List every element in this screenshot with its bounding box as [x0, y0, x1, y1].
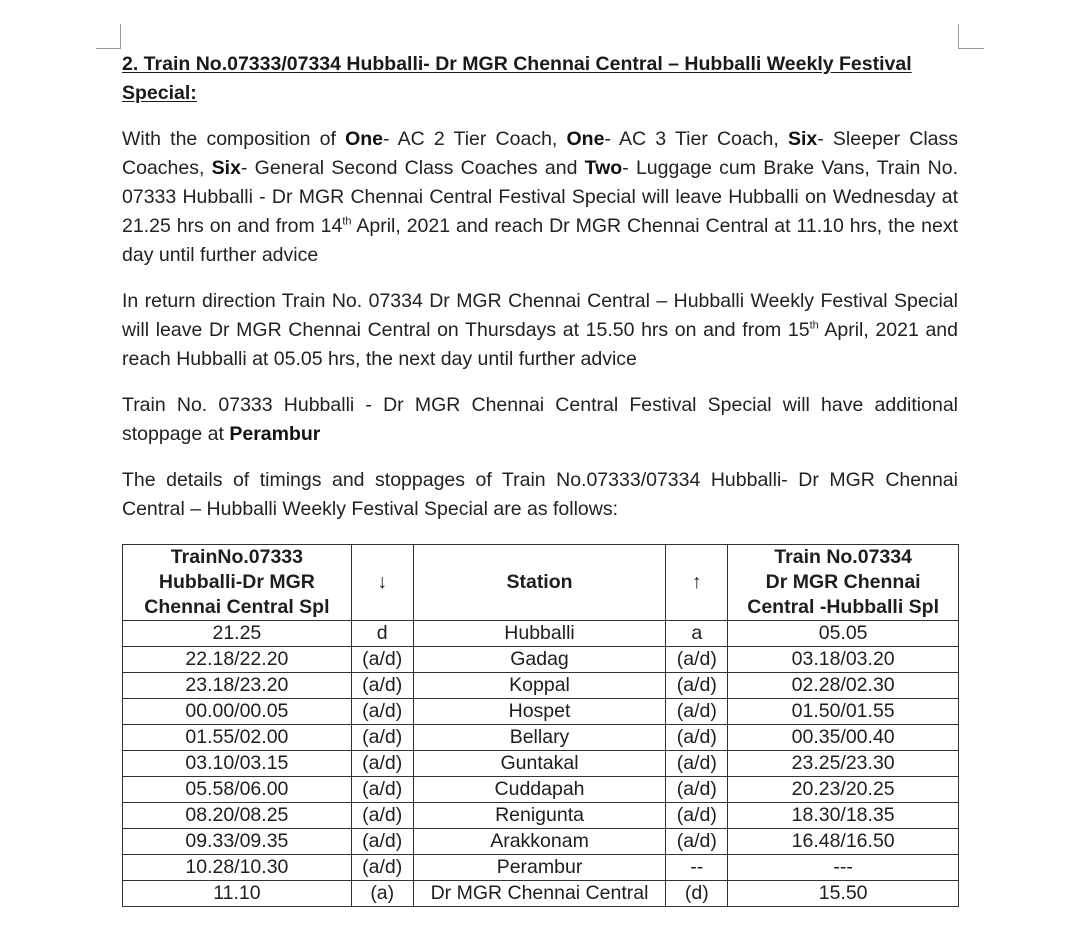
up-arr-dep: (a/d) — [666, 647, 728, 673]
down-time: 23.18/23.20 — [123, 673, 352, 699]
down-arr-dep: (a/d) — [351, 673, 413, 699]
down-arr-dep: (a/d) — [351, 725, 413, 751]
station-name: Arakkonam — [413, 829, 666, 855]
up-arr-dep: (d) — [666, 881, 728, 907]
up-time: 18.30/18.35 — [728, 803, 959, 829]
up-arr-dep: (a/d) — [666, 829, 728, 855]
up-time: 05.05 — [728, 621, 959, 647]
header-train-07333: TrainNo.07333 Hubballi-Dr MGR Chennai Central Spl — [123, 545, 352, 621]
down-arr-dep: (a/d) — [351, 855, 413, 881]
down-arr-dep: (a) — [351, 881, 413, 907]
table-row — [123, 673, 959, 699]
down-arr-dep: (a/d) — [351, 803, 413, 829]
header-train-07334: Train No.07334 Dr MGR Chennai Central -Hubballi Spl — [728, 545, 959, 621]
down-time: 01.55/02.00 — [123, 725, 352, 751]
down-time: 03.10/03.15 — [123, 751, 352, 777]
down-arr-dep: (a/d) — [351, 699, 413, 725]
up-arr-dep: (a/d) — [666, 751, 728, 777]
page-corner-mark — [96, 48, 121, 49]
up-arr-dep: a — [666, 621, 728, 647]
station-name: Renigunta — [413, 803, 666, 829]
down-time: 10.28/10.30 — [123, 855, 352, 881]
up-time: 03.18/03.20 — [728, 647, 959, 673]
up-arr-dep: (a/d) — [666, 725, 728, 751]
down-time: 09.33/09.35 — [123, 829, 352, 855]
down-arrow-icon: ↓ — [351, 545, 413, 621]
station-name: Guntakal — [413, 751, 666, 777]
timings-table — [122, 544, 959, 907]
page-corner-mark — [120, 24, 121, 49]
up-time: 02.28/02.30 — [728, 673, 959, 699]
station-name: Perambur — [413, 855, 666, 881]
return-direction-paragraph: In return direction Train No. 07334 Dr MGR Chennai Central – Hubballi Weekly Festival Special will leave Dr MGR Chennai Central on Thursdays at 15.50 hrs on and from 15th April, 2021 and reach Hubballi at 05.05 hrs, the next day until further advice — [122, 290, 958, 370]
composition-paragraph: With the composition of One- AC 2 Tier Coach, One- AC 3 Tier Coach, Six- Sleeper Class Coaches, Six- General Second Class Coaches and Two- Luggage cum Brake Vans, Train No. 07333 Hubballi - Dr MGR Chennai Central Festival Special will leave Hubballi on Wednesday at 21.25 hrs on and from 14th April, 2021 and reach Dr MGR Chennai Central at 11.10 hrs, the next day until further advice — [122, 128, 959, 266]
table-row — [123, 803, 959, 829]
up-time: 01.50/01.55 — [728, 699, 959, 725]
up-time: 15.50 — [728, 881, 959, 907]
up-arr-dep: (a/d) — [666, 673, 728, 699]
up-time: 00.35/00.40 — [728, 725, 959, 751]
table-row — [123, 829, 959, 855]
header-station: Station — [413, 545, 666, 621]
page-corner-mark — [958, 24, 959, 49]
station-name: Dr MGR Chennai Central — [413, 881, 666, 907]
up-time: 20.23/20.25 — [728, 777, 959, 803]
table-row — [123, 751, 959, 777]
station-name: Cuddapah — [413, 777, 666, 803]
down-time: 21.25 — [123, 621, 352, 647]
timings-intro-paragraph: The details of timings and stoppages of Train No.07333/07334 Hubballi- Dr MGR Chennai Central – Hubballi Weekly Festival Special are as follows: — [122, 469, 958, 520]
station-name: Hubballi — [413, 621, 666, 647]
station-name: Koppal — [413, 673, 666, 699]
table-row — [123, 855, 959, 881]
station-name: Hospet — [413, 699, 666, 725]
table-row — [123, 699, 959, 725]
table-row — [123, 881, 959, 907]
up-arr-dep: (a/d) — [666, 699, 728, 725]
station-name: Bellary — [413, 725, 666, 751]
table-row — [123, 621, 959, 647]
up-arr-dep: (a/d) — [666, 803, 728, 829]
table-row — [123, 647, 959, 673]
section-heading: 2. Train No.07333/07334 Hubballi- Dr MGR Chennai Central – Hubballi Weekly Festival Special: — [122, 53, 912, 104]
up-time: --- — [728, 855, 959, 881]
down-time: 11.10 — [123, 881, 352, 907]
down-arr-dep: (a/d) — [351, 647, 413, 673]
table-row — [123, 725, 959, 751]
up-time: 16.48/16.50 — [728, 829, 959, 855]
down-arr-dep: (a/d) — [351, 829, 413, 855]
up-arr-dep: (a/d) — [666, 777, 728, 803]
up-arrow-icon: ↑ — [666, 545, 728, 621]
table-header-row — [123, 545, 959, 621]
down-time: 00.00/00.05 — [123, 699, 352, 725]
document-body — [122, 50, 958, 524]
up-time: 23.25/23.30 — [728, 751, 959, 777]
down-arr-dep: d — [351, 621, 413, 647]
table-row — [123, 777, 959, 803]
page-corner-mark — [958, 48, 984, 49]
down-time: 05.58/06.00 — [123, 777, 352, 803]
up-arr-dep: -- — [666, 855, 728, 881]
down-time: 22.18/22.20 — [123, 647, 352, 673]
down-time: 08.20/08.25 — [123, 803, 352, 829]
down-arr-dep: (a/d) — [351, 751, 413, 777]
additional-stoppage-paragraph: Train No. 07333 Hubballi - Dr MGR Chennai Central Festival Special will have additional stoppage at Perambur — [122, 394, 958, 445]
station-name: Gadag — [413, 647, 666, 673]
down-arr-dep: (a/d) — [351, 777, 413, 803]
